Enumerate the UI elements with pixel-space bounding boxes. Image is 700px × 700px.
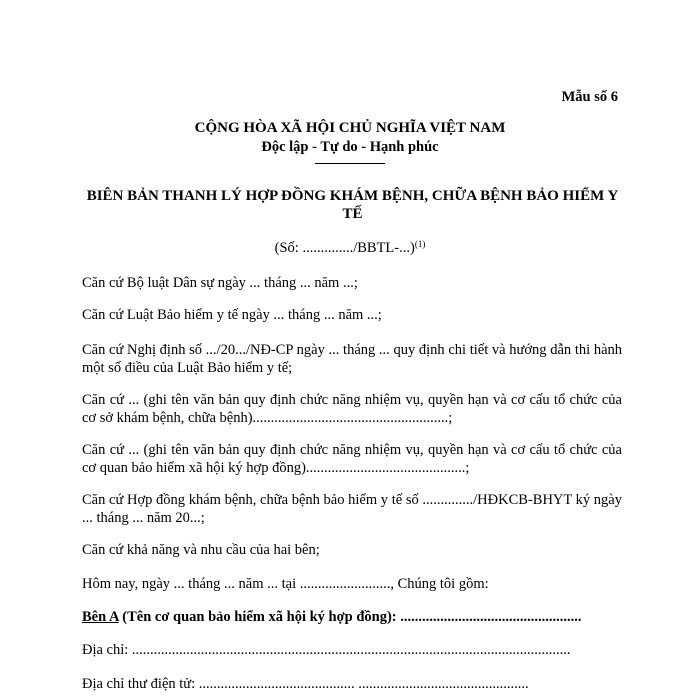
form-number: Mẫu số 6 bbox=[561, 89, 618, 105]
email-field: Địa chỉ thư điện tử: ........................................... ............................................... bbox=[82, 676, 529, 692]
paragraph-civil-code: Căn cứ Bộ luật Dân sự ngày ... tháng ... năm ...; bbox=[82, 275, 358, 291]
party-a-description: (Tên cơ quan bảo hiểm xã hội ký hợp đồng): .................................................. bbox=[118, 609, 582, 625]
document-number bbox=[0, 240, 700, 257]
national-motto: Độc lập - Tự do - Hạnh phúc bbox=[261, 139, 439, 155]
party-a-heading bbox=[82, 608, 622, 626]
paragraph-capacity: Căn cứ khả năng và nhu cầu của hai bên; bbox=[82, 542, 320, 558]
paragraph-facility-basis: Căn cứ ... (ghi tên văn bản quy định chức năng nhiệm vụ, quyền hạn và cơ cấu tổ chức của cơ sở khám bệnh, chữa bệnh)......................................................; bbox=[82, 392, 622, 426]
party-a-label: Bên A bbox=[82, 609, 119, 625]
paragraph-insurance-law: Căn cứ Luật Bảo hiểm y tế ngày ... tháng ... năm ...; bbox=[82, 307, 382, 323]
footnote-marker: (1) bbox=[414, 239, 426, 249]
national-title: CỘNG HÒA XÃ HỘI CHỦ NGHĨA VIỆT NAM bbox=[194, 120, 506, 136]
document-number-text: (Số: ............../BBTL-...) bbox=[274, 240, 415, 256]
document-title: BIÊN BẢN THANH LÝ HỢP ĐỒNG KHÁM BỆNH, CHỮA BỆNH BẢO HIỂM Y TẾ bbox=[86, 188, 619, 222]
address-field: Địa chỉ: ......................................................................................................................... bbox=[82, 642, 571, 658]
motto-underline bbox=[315, 163, 385, 164]
paragraph-today: Hôm nay, ngày ... tháng ... năm ... tại ........................., Chúng tôi gồm: bbox=[82, 576, 489, 592]
paragraph-agency-basis: Căn cứ ... (ghi tên văn bản quy định chức năng nhiệm vụ, quyền hạn và cơ cấu tổ chức của cơ quan bảo hiểm xã hội ký hợp đồng)............................................; bbox=[82, 442, 622, 476]
paragraph-decree: Căn cứ Nghị định số .../20.../NĐ-CP ngày ... tháng ... quy định chi tiết và hướng dẫn thi hành một số điều của Luật Bảo hiểm y tế; bbox=[82, 342, 622, 376]
paragraph-contract-basis: Căn cứ Hợp đồng khám bệnh, chữa bệnh bảo hiểm y tế số ............../HĐKCB-BHYT ký ngày ... tháng ... năm 20...; bbox=[82, 492, 622, 526]
